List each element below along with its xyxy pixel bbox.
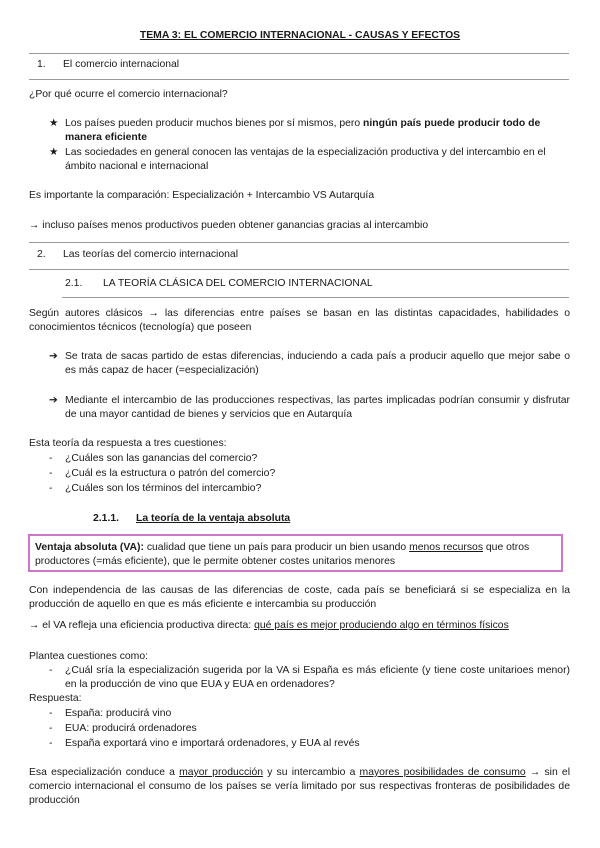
section-number: 2. bbox=[37, 249, 46, 260]
divider bbox=[29, 242, 569, 243]
paragraph: Esta teoría da respuesta a tres cuestiones: bbox=[29, 438, 227, 449]
arrow-item-text: Mediante el intercambio de las producciones respectivas, las partes implicadas podrían consumir y disfrutar de una mayor cantidad de bienes y servicios que en Autarquía bbox=[65, 395, 570, 420]
underlined-text: qué país es mejor produciendo algo en términos físicos bbox=[254, 620, 509, 631]
list-item-text: España: producirá vino bbox=[65, 708, 172, 719]
star-icon: ★ bbox=[49, 147, 59, 158]
section-heading-2 bbox=[37, 248, 238, 262]
dash-marker: - bbox=[49, 708, 53, 719]
arrow-item bbox=[49, 394, 570, 422]
page-title: TEMA 3: EL COMERCIO INTERNACIONAL - CAUSAS Y EFECTOS bbox=[139, 30, 461, 41]
section-number: 1. bbox=[37, 59, 46, 70]
list-item-text: ¿Cuáles son los términos del intercambio? bbox=[65, 483, 262, 494]
definition-underlined: menos recursos bbox=[409, 542, 484, 553]
paragraph: Es importante la comparación: Especialización + Intercambio VS Autarquía bbox=[29, 190, 375, 201]
bullet-item bbox=[49, 146, 570, 174]
definition-text: cualidad que tiene un país para producir un bien usando bbox=[143, 542, 410, 553]
arrow-item-text: Se trata de sacas partido de estas diferencias, induciendo a cada país a producir aquello que mejor sabe o es más capaz de hacer (=especialización) bbox=[65, 351, 570, 376]
list-item bbox=[49, 664, 570, 692]
underlined-text: mayor producción bbox=[179, 767, 264, 778]
dash-marker: - bbox=[49, 738, 53, 749]
list-item-text: ¿Cuáles son las ganancias del comercio? bbox=[65, 453, 258, 464]
list-item-text: ¿Cuál sría la especialización sugerida por la VA si España es más eficiente (y tiene coste unitarioes menor) en la producción de vino que EUA y EUA en ordenadores? bbox=[65, 665, 570, 690]
divider bbox=[29, 79, 569, 80]
list-item-text: EUA: producirá ordenadores bbox=[65, 723, 197, 734]
paragraph-text: Esa especialización conduce a bbox=[29, 767, 180, 778]
star-icon: ★ bbox=[49, 118, 59, 129]
divider bbox=[29, 269, 569, 270]
section-label: Las teorías del comercio internacional bbox=[63, 249, 239, 260]
question-paragraph: ¿Por qué ocurre el comercio internacional? bbox=[29, 89, 228, 100]
dash-marker: - bbox=[49, 665, 53, 676]
paragraph: Según autores clásicos → las diferencias entre países se basan en las distintas capacidades, habilidades o conocimientos técnicos (tecnología) que poseen bbox=[29, 308, 570, 333]
paragraph-text: y su intercambio a bbox=[263, 767, 360, 778]
bullet-text: Los países pueden producir muchos bienes por sí mismos, pero bbox=[65, 118, 364, 129]
paragraph bbox=[29, 619, 570, 633]
subsection-label: La teoría de la ventaja absoluta bbox=[136, 513, 291, 524]
bullet-bold-text: ningún país puede producir todo de manera eficiente bbox=[65, 118, 541, 143]
dash-marker: - bbox=[49, 453, 53, 464]
dash-marker: - bbox=[49, 723, 53, 734]
section-heading-1 bbox=[37, 58, 179, 72]
divider bbox=[29, 53, 569, 54]
subsection-heading-2-1-1 bbox=[93, 512, 290, 526]
list-item bbox=[49, 467, 570, 481]
definition-box bbox=[28, 534, 563, 572]
definition-text: que otros productores (=más eficiente), que le permite obtener costes unitarios menores bbox=[35, 542, 530, 567]
underlined-text: mayores posibilidades de consumo bbox=[359, 767, 526, 778]
arrow-item bbox=[49, 350, 570, 378]
paragraph: Con independencia de las causas de las diferencias de coste, cada país se beneficiará si se especializa en la producción de aquello en que es más eficiente e intercambia su producción bbox=[29, 585, 570, 610]
section-label: El comercio internacional bbox=[63, 59, 180, 70]
list-item-text: ¿Cuál es la estructura o patrón del comercio? bbox=[65, 468, 276, 479]
dash-marker: - bbox=[49, 483, 53, 494]
definition-term: Ventaja absoluta (VA): bbox=[35, 542, 144, 553]
subsection-label: LA TEORÍA CLÁSICA DEL COMERCIO INTERNACIONAL bbox=[103, 278, 373, 289]
arrow-right-icon: ➔ bbox=[49, 395, 58, 406]
subsection-heading-2-1 bbox=[65, 277, 373, 291]
list-item bbox=[49, 482, 570, 496]
paragraph: → incluso países menos productivos pueden obtener ganancias gracias al intercambio bbox=[29, 220, 429, 231]
list-item bbox=[49, 737, 570, 751]
paragraph bbox=[29, 766, 570, 808]
dash-marker: - bbox=[49, 468, 53, 479]
list-item-text: España exportará vino e importará ordenadores, y EUA al revés bbox=[65, 738, 360, 749]
paragraph-text: → sin el comercio internacional el consumo de los países se vería limitado por sus respectivas fronteras de posibilidades de producción bbox=[29, 767, 571, 806]
list-item bbox=[49, 707, 570, 721]
subsection-number: 2.1. bbox=[65, 278, 83, 289]
list-item bbox=[49, 722, 570, 736]
paragraph-text: → el VA refleja una eficiencia productiva directa: bbox=[29, 620, 255, 631]
subsection-number: 2.1.1. bbox=[93, 513, 119, 524]
list-item bbox=[49, 452, 570, 466]
divider bbox=[62, 297, 569, 298]
bullet-text: Las sociedades en general conocen las ventajas de la especialización productiva y del intercambio en el ámbito nacional e internacional bbox=[65, 147, 546, 172]
bullet-item bbox=[49, 117, 570, 145]
arrow-right-icon: ➔ bbox=[49, 351, 58, 362]
paragraph: Respuesta: bbox=[29, 693, 82, 704]
paragraph: Plantea cuestiones como: bbox=[29, 651, 148, 662]
